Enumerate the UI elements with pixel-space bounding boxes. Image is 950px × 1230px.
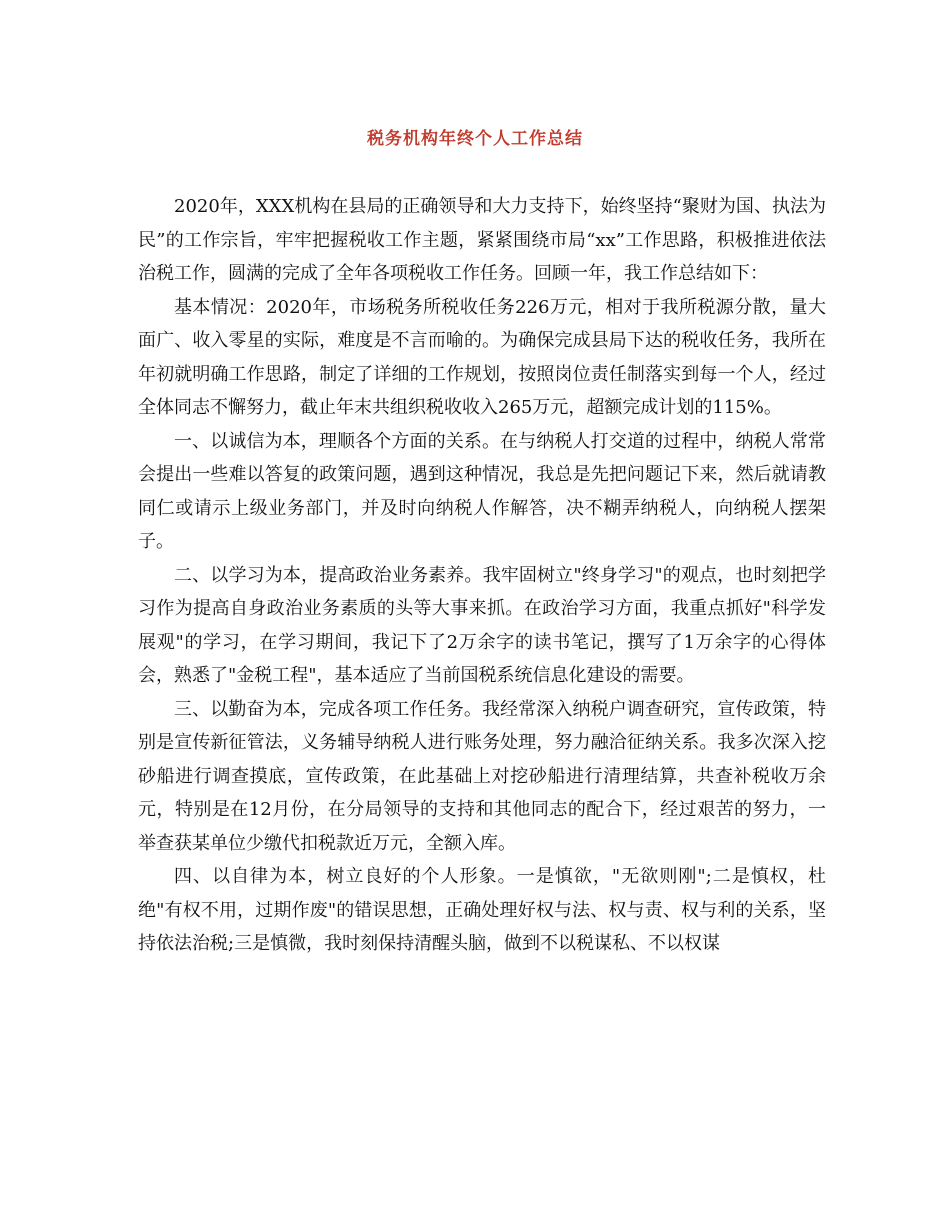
paragraph-learning: 二、以学习为本，提高政治业务素养。我牢固树立"终身学习"的观点，也时刻把学习作为提高自身政治业务素质的头等大事来抓。在政治学习方面，我重点抓好"科学发展观"的学习，在学习期间，我记下了2万余字的读书笔记，撰写了1万余字的心得体会，熟悉了"金税工程"，基本适应了当前国税系统信息化建设的需要。: [138, 564, 826, 686]
paragraph-diligence: 三、以勤奋为本，完成各项工作任务。我经常深入纳税户调查研究，宣传政策，特别是宣传新征管法，义务辅导纳税人进行账务处理，努力融洽征纳关系。我多次深入挖砂船进行调查摸底，宣传政策，在此基础上对挖砂船进行清理结算，共查补税收万余元，特别是在12月份，在分局领导的支持和其他同志的配合下，经过艰苦的努力，一举查获某单位少缴代扣税款近万元，全额入库。: [138, 698, 826, 854]
paragraph-integrity: 一、以诚信为本，理顺各个方面的关系。在与纳税人打交道的过程中，纳税人常常会提出一些难以答复的政策问题，遇到这种情况，我总是先把问题记下来，然后就请教同仁或请示上级业务部门，并及时向纳税人作解答，决不糊弄纳税人，向纳税人摆架子。: [138, 430, 826, 552]
paragraph-basic-situation: 基本情况：2020年，市场税务所税收任务226万元，相对于我所税源分散，量大面广、收入零星的实际，难度是不言而喻的。为确保完成县局下达的税收任务，我所在年初就明确工作思路，制定了详细的工作规划，按照岗位责任制落实到每一个人，经过全体同志不懈努力，截止年末共组织税收收入265万元，超额完成计划的115%。: [138, 296, 826, 418]
document-title: 税务机构年终个人工作总结: [367, 129, 583, 149]
paragraph-self-discipline: 四、以自律为本，树立良好的个人形象。一是慎欲，"无欲则刚";二是慎权，杜绝"有权不用，过期作废"的错误思想，正确处理好权与法、权与责、权与利的关系，坚持依法治税;三是慎微，我时刻保持清醒头脑，做到不以税谋私、不以权谋: [138, 866, 826, 954]
paragraph-intro: 2020年，XXX机构在县局的正确领导和大力支持下，始终坚持“聚财为国、执法为民”的工作宗旨，牢牢把握税收工作主题，紧紧围绕市局“xx”工作思路，积极推进依法治税工作，圆满的完成了全年各项税收工作任务。回顾一年，我工作总结如下：: [138, 196, 826, 284]
document-body: [138, 190, 826, 961]
